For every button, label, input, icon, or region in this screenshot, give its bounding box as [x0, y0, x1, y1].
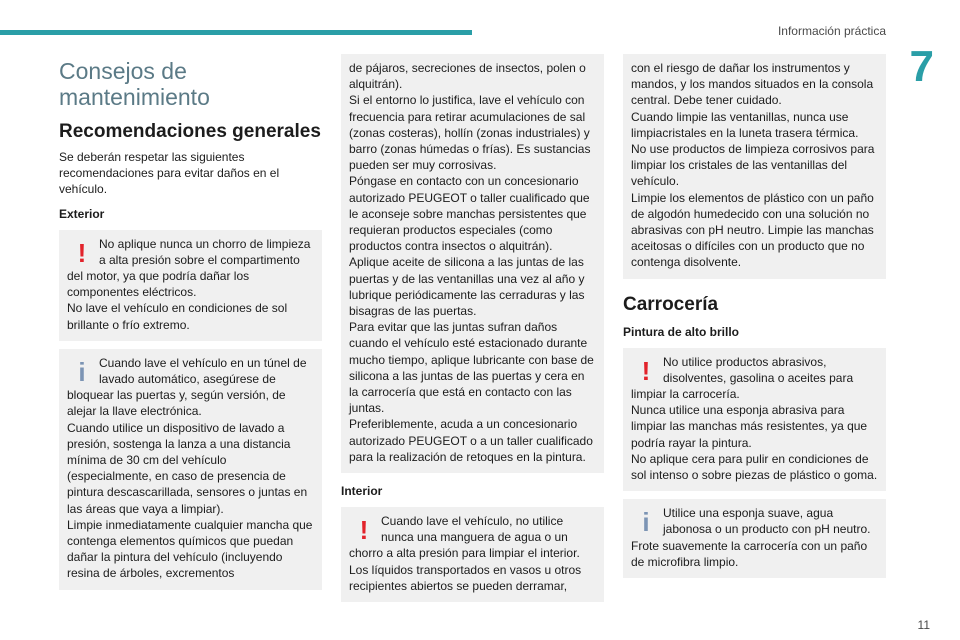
page-number: 11 — [917, 618, 930, 632]
warning-text: No utilice productos abrasivos, disolventes, gasolina o aceites para limpiar la carrocería. Nunca utilice una esponja abrasiva para limpiar las manchas más resistentes, ya que podría rayar la pintura. No aplique cera para pulir en condiciones de sol intenso o sobre piezas de plástico o goma. — [631, 354, 878, 483]
info-icon: i — [78, 356, 86, 387]
column-2 — [341, 54, 604, 610]
info-text: Utilice una esponja suave, agua jabonosa o un producto con pH neutro. Frote suavemente la carrocería con un paño de microfibra limpio. — [631, 506, 871, 569]
warning-icon: ! — [77, 237, 87, 268]
warning-box-exterior — [59, 230, 322, 341]
warning-box-continued — [623, 54, 886, 279]
warning-text: No aplique nunca un chorro de limpieza a alta presión sobre el compartimento del motor, ya que podría dañar los componentes eléctricos. No lave el vehículo en condiciones de sol brillante o frío extremo. — [67, 236, 311, 332]
header-accent-bar — [0, 30, 472, 35]
heading-carroceria: Carrocería — [623, 293, 719, 315]
section-title: Consejos de mantenimiento — [59, 58, 210, 110]
chapter-number: 7 — [909, 42, 934, 91]
intro-text: Se deberán respetar las siguientes recomendaciones para evitar daños en el vehículo. — [59, 150, 280, 197]
info-text-continued: de pájaros, secreciones de insectos, polen o alquitrán). Si el entorno lo justifica, lave el vehículo con frecuencia para retirar acumulaciones de sal (zonas costeras), hollín (zonas industriales) y barro (zonas húmedas o frías). Es sustancias pueden ser muy corrosivas. Póngase en contacto con un concesionario autorizado PEUGEOT o taller cualificado que le aconseje sobre manchas persistentes que requieran productos especiales (como productos contra insectos o alquitrán). Aplique aceite de silicona a las juntas de las puertas y de las ventanillas una vez al año y lubrique periódicamente las cerraduras y las bisagras de las puertas. Para evitar que las juntas sufran daños cuando el vehículo esté estacionado durante mucho tiempo, aplique lubricante con base de silicona a las juntas de las puertas y cera en la carrocería que está en contacto con las juntas. Preferiblemente, acuda a un concesionario autorizado PEUGEOT o a un taller cualificado para la realización de retoques en la pintura. — [349, 61, 594, 464]
column-1 — [59, 54, 322, 598]
warning-box-pintura — [623, 348, 886, 492]
info-box-washing — [59, 349, 322, 590]
heading-pintura: Pintura de alto brillo — [623, 324, 740, 339]
column-3 — [623, 54, 886, 586]
warning-icon: ! — [359, 515, 369, 546]
heading-interior: Interior — [341, 484, 383, 499]
info-icon: i — [642, 507, 650, 538]
warning-box-interior — [341, 507, 604, 602]
info-box-continued — [341, 54, 604, 473]
warning-text-continued: con el riesgo de dañar los instrumentos y mandos, y los mandos situados en la consola central. Debe tener cuidado. Cuando limpie las ventanillas, nunca use limpiacristales en la luneta trasera térmica. No use productos de limpieza corrosivos para limpiar los cristales de las ventanillas del vehículo. Limpie los elementos de plástico con un paño de algodón humedecido con una solución no abrasivas con pH neutro. Limpie las manchas aceitosas o difíciles con un producto que no contenga disolvente. — [631, 61, 875, 270]
heading-exterior: Exterior — [59, 206, 105, 221]
info-text: Cuando lave el vehículo en un túnel de lavado automático, asegúrese de bloquear las puertas y, según versión, de alejar la llave electrónica. Cuando utilice un dispositivo de lavado a presión, sostenga la lanza a una distancia mínima de 30 cm del vehículo (especialmente, en caso de presencia de pintura descascarillada, sensores o juntas en las áreas que vaya a limpiar). Limpie inmediatamente cualquier mancha que contenga elementos químicos que puedan dañar la pintura del vehículo (incluyendo resina de árboles, excrementos — [67, 355, 313, 581]
warning-text: Cuando lave el vehículo, no utilice nunca una manguera de agua o un chorro a alta presión para limpiar el interior. Los líquidos transportados en vasos u otros recipientes abiertos se pueden derramar, — [349, 514, 582, 593]
heading-general-recommendations: Recomendaciones generales — [59, 121, 321, 142]
warning-icon: ! — [641, 355, 651, 386]
info-box-pintura — [623, 499, 886, 578]
section-label: Información práctica — [777, 24, 886, 38]
